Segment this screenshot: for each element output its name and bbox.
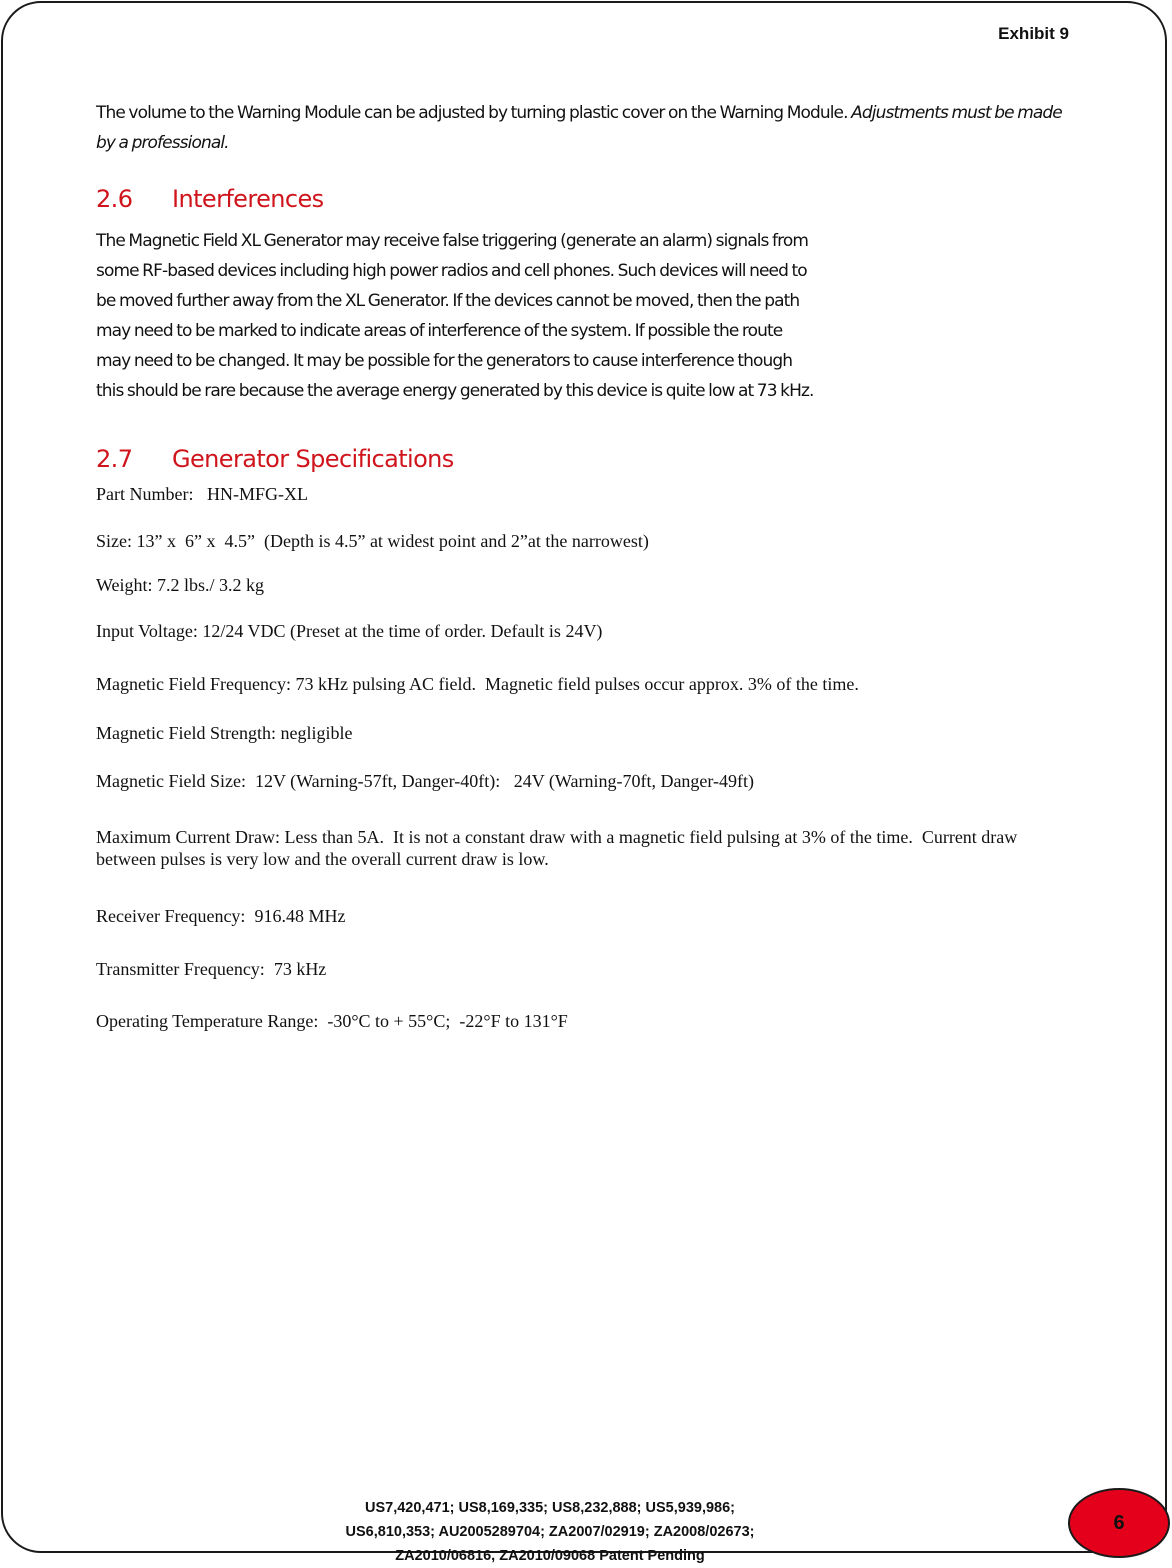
interferences-paragraph [96, 226, 1071, 406]
intro-note: Adjustments must be made by a professional. [96, 103, 1062, 153]
footer-line: US6,810,353; AU2005289704; ZA2007/02919; ZA2008/02673; [345, 1524, 755, 1540]
section-heading-interferences [96, 185, 324, 213]
paragraph-line: may need to be changed. It may be possible for the generators to cause interference though [96, 351, 793, 371]
spec-size [96, 530, 1076, 552]
spec-maximum-current-draw [96, 826, 1056, 870]
spec-value: 12V (Warning-57ft, Danger-40ft): 24V (Warning-70ft, Danger-49ft) [245, 771, 755, 791]
spec-value: 73 kHz [264, 959, 327, 979]
spec-input-voltage [96, 620, 1076, 642]
spec-part-number [96, 483, 1076, 505]
spec-label: Magnetic Field Size: [96, 771, 246, 791]
page-number-badge [1068, 1488, 1170, 1558]
section-title: Generator Specifications [172, 445, 454, 473]
spec-magnetic-field-frequency [96, 673, 1076, 695]
spec-value: Less than 5A. It is not a constant draw with a magnetic field pulsing at 3% of the time. Current draw between pulses is very low and the overall current draw is low. [96, 827, 1022, 869]
patent-footer [200, 1496, 900, 1568]
spec-label: Part Number: [96, 484, 194, 504]
spec-value: 7.2 lbs./ 3.2 kg [152, 575, 265, 595]
spec-value: 916.48 MHz [245, 906, 346, 926]
paragraph-line: some RF-based devices including high power radios and cell phones. Such devices will need to [96, 261, 807, 281]
page-number: 6 [1113, 1511, 1125, 1534]
spec-receiver-frequency [96, 905, 1076, 927]
spec-label: Maximum Current Draw: [96, 827, 280, 847]
spec-value: -30°C to + 55°C; -22°F to 131°F [318, 1011, 568, 1031]
spec-magnetic-field-size [96, 770, 1076, 792]
footer-line: ZA2010/06816, ZA2010/09068 Patent Pending [395, 1548, 705, 1564]
paragraph-line: be moved further away from the XL Generator. If the devices cannot be moved, then the path [96, 291, 800, 311]
footer-line: US7,420,471; US8,169,335; US8,232,888; US5,939,986; [365, 1500, 735, 1516]
spec-operating-temperature-range [96, 1010, 1076, 1032]
spec-label: Input Voltage: [96, 621, 198, 641]
section-title: Interferences [172, 185, 324, 213]
spec-label: Magnetic Field Strength: [96, 723, 276, 743]
intro-text: The volume to the Warning Module can be adjusted by turning plastic cover on the Warning Module. [96, 103, 848, 123]
paragraph-line: The Magnetic Field XL Generator may receive false triggering (generate an alarm) signals from [96, 231, 808, 251]
spec-magnetic-field-strength [96, 722, 1076, 744]
paragraph-line: may need to be marked to indicate areas of interference of the system. If possible the route [96, 321, 783, 341]
section-number: 2.7 [96, 445, 133, 473]
spec-label: Operating Temperature Range: [96, 1011, 319, 1031]
spec-value: 73 kHz pulsing AC field. Magnetic field pulses occur approx. 3% of the time. [290, 674, 859, 694]
spec-value: 13” x 6” x 4.5” (Depth is 4.5” at widest point and 2”at the narrowest) [132, 531, 649, 551]
section-number: 2.6 [96, 185, 133, 213]
spec-label: Magnetic Field Frequency: [96, 674, 291, 694]
spec-value: HN-MFG-XL [193, 484, 308, 504]
spec-label: Transmitter Frequency: [96, 959, 265, 979]
section-heading-specifications [96, 445, 454, 473]
spec-label: Receiver Frequency: [96, 906, 246, 926]
spec-transmitter-frequency [96, 958, 1076, 980]
spec-label: Weight: [96, 575, 153, 595]
spec-value: 12/24 VDC (Preset at the time of order. Default is 24V) [197, 621, 603, 641]
spec-label: Size: [96, 531, 132, 551]
intro-paragraph [96, 98, 1071, 158]
exhibit-label: Exhibit 9 [998, 24, 1069, 43]
spec-value: negligible [275, 723, 353, 743]
spec-weight [96, 574, 1076, 596]
paragraph-line: this should be rare because the average energy generated by this device is quite low at 73 kHz. [96, 381, 814, 401]
